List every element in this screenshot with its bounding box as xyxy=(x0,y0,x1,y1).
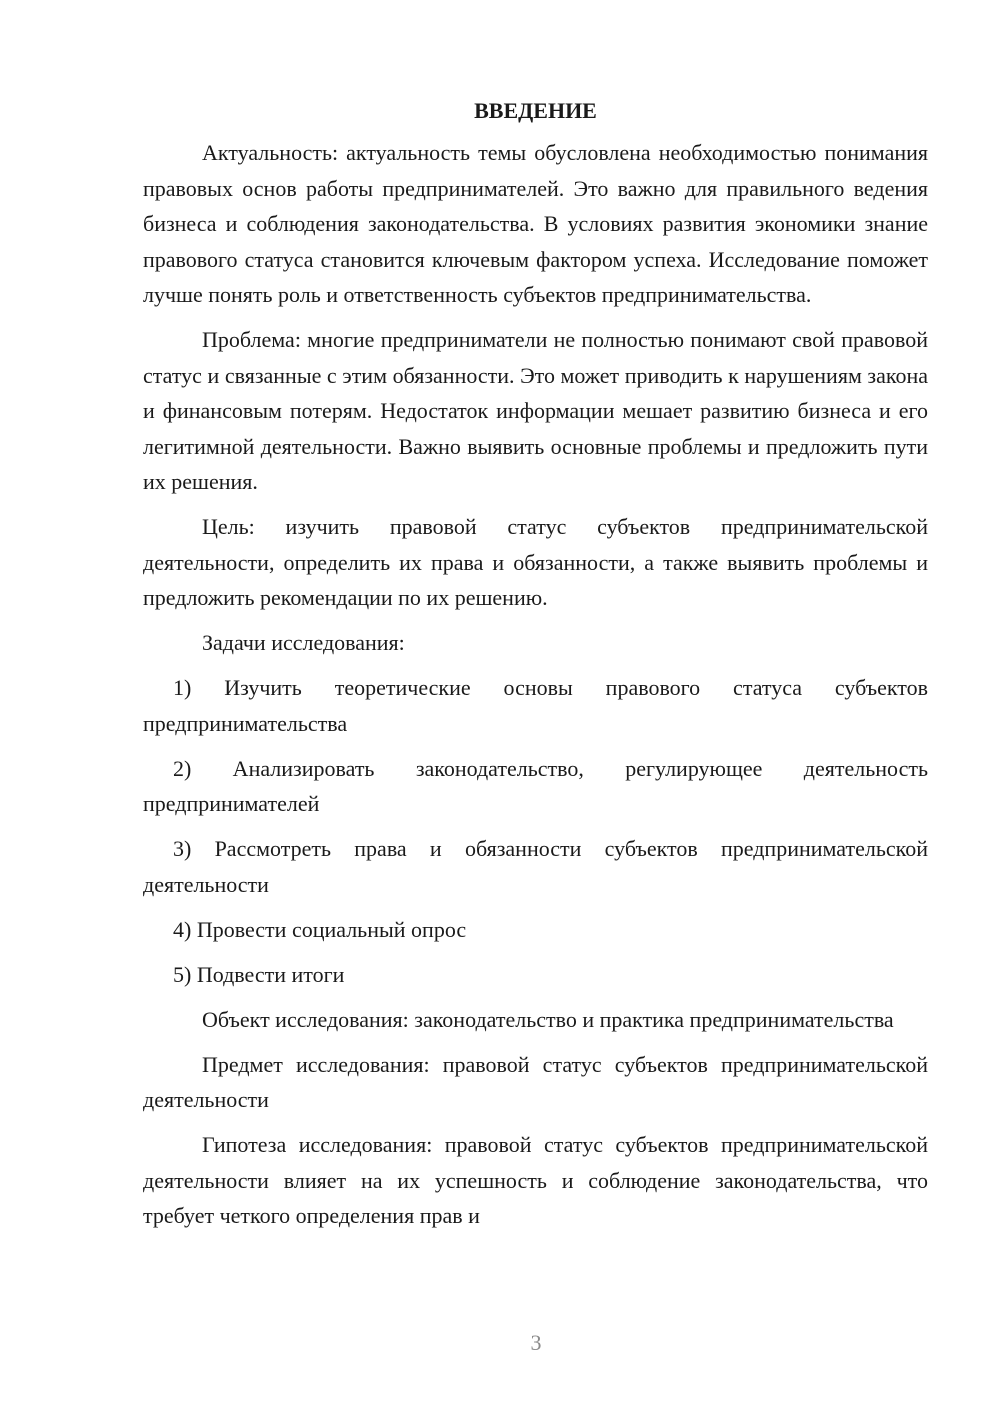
hypothesis-paragraph: Гипотеза исследования: правовой статус субъектов предпринимательской деятельности влияет на их успешность и соблюдение законодательства, что требует четкого определения прав и xyxy=(143,1132,928,1228)
tasks-list xyxy=(143,670,928,992)
task-item-4: 4) Провести социальный опрос xyxy=(173,916,467,942)
task-item-1: 1) Изучить теоретические основы правового статуса субъектов предпринимательства xyxy=(143,675,928,736)
task-item-5: 5) Подвести итоги xyxy=(173,961,345,987)
relevance-paragraph: Актуальность: актуальность темы обусловлена необходимостью понимания правовых основ работы предпринимателей. Это важно для правильного ведения бизнеса и соблюдения законодательства. В условиях развития экономики знание правового статуса становится ключевым фактором успеха. Исследование поможет лучше понять роль и ответственность субъектов предпринимательства. xyxy=(143,140,928,307)
subject-paragraph: Предмет исследования: правовой статус субъектов предпринимательской деятельности xyxy=(143,1051,928,1112)
task-item-2: 2) Анализировать законодательство, регулирующее деятельность предпринимателей xyxy=(143,755,928,816)
object-paragraph: Объект исследования: законодательство и практика предпринимательства xyxy=(202,1006,894,1032)
task-item-3: 3) Рассмотреть права и обязанности субъектов предпринимательской деятельности xyxy=(143,836,928,897)
page-number: 3 xyxy=(530,1330,542,1355)
goal-paragraph: Цель: изучить правовой статус субъектов предпринимательской деятельности, определить их права и обязанности, а также выявить проблемы и предложить рекомендации по их решению. xyxy=(143,514,928,610)
tasks-intro: Задачи исследования: xyxy=(202,630,405,655)
section-heading: ВВЕДЕНИЕ xyxy=(474,98,597,123)
document-page xyxy=(143,96,928,1234)
problem-paragraph: Проблема: многие предприниматели не полностью понимают свой правовой статус и связанные с этим обязанности. Это может приводить к нарушениям закона и финансовым потерям. Недостаток информации мешает развитию бизнеса и его легитимной деятельности. Важно выявить основные проблемы и предложить пути их решения. xyxy=(143,327,928,494)
